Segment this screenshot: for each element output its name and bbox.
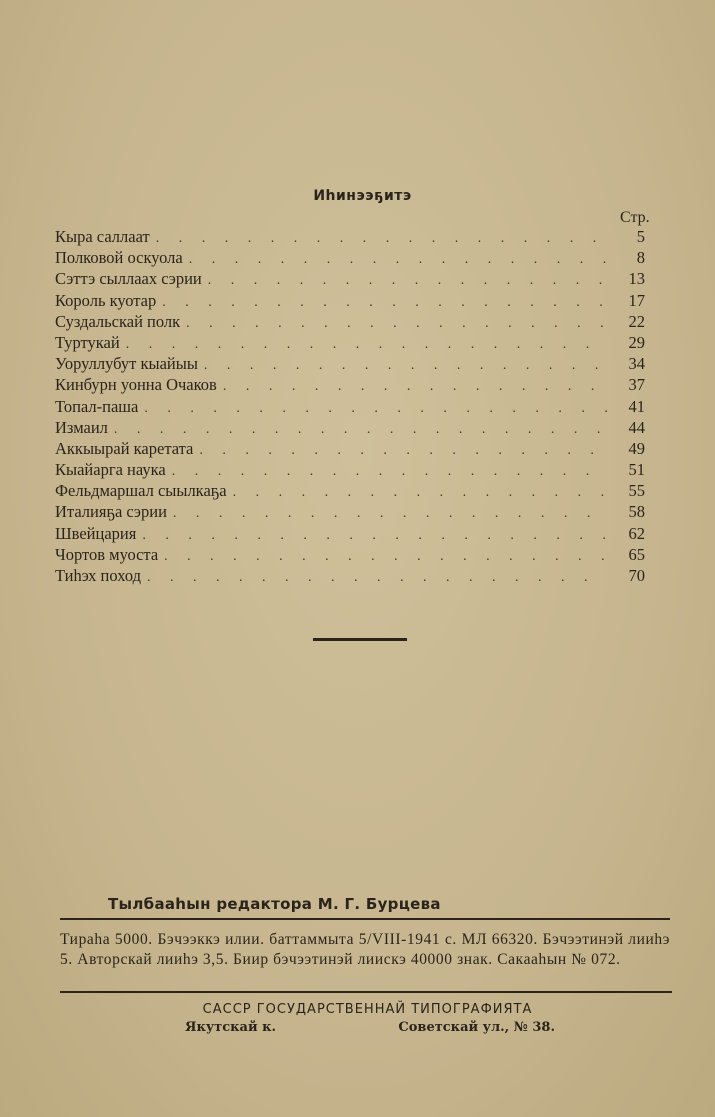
toc-entry — [55, 332, 645, 353]
leader-dots — [233, 482, 607, 503]
leader-dots — [144, 398, 607, 419]
toc-entry-page: 70 — [628, 566, 645, 585]
leader-dots — [156, 228, 607, 249]
toc-entry-title: Уоруллубут кыайыы — [55, 354, 198, 374]
toc-entry-page: 58 — [628, 502, 645, 522]
toc-entry-page: 44 — [628, 417, 645, 437]
toc-entry — [55, 501, 645, 522]
toc-entry — [55, 290, 645, 311]
toc-entry-title: Топал-паша — [55, 396, 139, 416]
printer-city: Якутскай к. — [185, 1020, 277, 1035]
table-of-contents — [55, 226, 645, 586]
leader-dots — [208, 270, 607, 291]
leader-dots — [223, 376, 607, 397]
toc-heading: Иһинээҕитэ — [313, 188, 412, 204]
toc-entry-page: 13 — [628, 269, 645, 289]
toc-entry — [55, 247, 645, 268]
toc-entry-title: Сэттэ сыллаах сэрии — [55, 269, 202, 289]
leader-dots — [164, 546, 607, 567]
printer-address: Советскай ул., № 38. — [398, 1020, 555, 1035]
printer-address-line — [185, 1020, 555, 1035]
toc-entry — [55, 523, 645, 544]
toc-entry — [55, 459, 645, 480]
toc-entry-page: 65 — [628, 544, 645, 564]
toc-entry — [55, 544, 645, 565]
toc-entry — [55, 417, 645, 438]
leader-dots — [186, 313, 607, 334]
toc-entry — [55, 396, 645, 417]
toc-entry — [55, 438, 645, 459]
toc-entry — [55, 565, 645, 586]
toc-entry-title: Туртукай — [55, 332, 120, 352]
toc-entry — [55, 353, 645, 374]
toc-entry-page: 29 — [628, 332, 645, 352]
toc-entry — [55, 374, 645, 395]
toc-entry-page: 49 — [628, 438, 645, 458]
toc-entry-page: 17 — [628, 290, 645, 310]
toc-entry-title: Италияҕа сэрии — [55, 502, 167, 522]
toc-entry-title: Измаил — [55, 417, 108, 437]
toc-entry — [55, 480, 645, 501]
toc-entry-title: Фельдмаршал сыылкаҕа — [55, 481, 227, 501]
toc-entry-title: Чортов муоста — [55, 544, 159, 564]
toc-entry-page: 51 — [628, 460, 645, 480]
toc-entry-page: 62 — [628, 523, 645, 543]
toc-entry — [55, 268, 645, 289]
toc-entry-page: 8 — [636, 248, 645, 268]
leader-dots — [162, 292, 607, 313]
toc-entry-page: 37 — [628, 375, 645, 395]
toc-entry-title: Кыайарга наука — [55, 460, 166, 480]
leader-dots — [142, 525, 607, 546]
leader-dots — [173, 503, 607, 524]
toc-entry — [55, 311, 645, 332]
printer-name: САССР ГОСУДАРСТВЕННАЙ ТИПОГРАФИЯТА — [202, 1002, 533, 1017]
toc-entry-title: Тиһэх поход — [55, 566, 142, 585]
page-column-header: Стр. — [620, 209, 650, 226]
toc-entry-title: Суздальскай полк — [55, 311, 181, 331]
toc-entry-page: 22 — [628, 311, 645, 331]
toc-entry-title: Швейцария — [55, 523, 137, 543]
leader-dots — [147, 567, 607, 588]
toc-entry-page: 41 — [628, 396, 645, 416]
leader-dots — [126, 334, 607, 355]
toc-entry-title: Кыра саллаат — [55, 227, 150, 246]
leader-dots — [114, 419, 607, 440]
toc-entry-title: Король куотар — [55, 290, 157, 310]
imprint-details: Тираһа 5000. Бэчээккэ илии. баттаммыта 5/VIII-1941 с. МЛ 66320. Бэчээтинэй лииһэ 5. Авторскай лииһэ 3,5. Биир бэчээтинэй лиискэ 40000 знак. Сакааһын № 072. — [60, 931, 670, 968]
section-divider — [313, 638, 407, 641]
imprint-rule-top — [60, 918, 670, 920]
toc-entry-title: Аккыырай каретата — [55, 438, 194, 458]
toc-entry-title: Кинбурн уонна Очаков — [55, 375, 217, 395]
leader-dots — [172, 461, 607, 482]
leader-dots — [199, 440, 607, 461]
toc-entry-page: 55 — [628, 481, 645, 501]
toc-entry-title: Полковой оскуола — [55, 248, 183, 268]
editor-credit: Тылбааһын редактора М. Г. Бурцева — [108, 895, 441, 913]
toc-entry — [55, 226, 645, 247]
leader-dots — [204, 355, 607, 376]
toc-entry-page: 5 — [636, 227, 645, 246]
imprint-rule-bottom — [60, 991, 672, 993]
toc-entry-page: 34 — [628, 354, 645, 374]
leader-dots — [189, 249, 607, 270]
